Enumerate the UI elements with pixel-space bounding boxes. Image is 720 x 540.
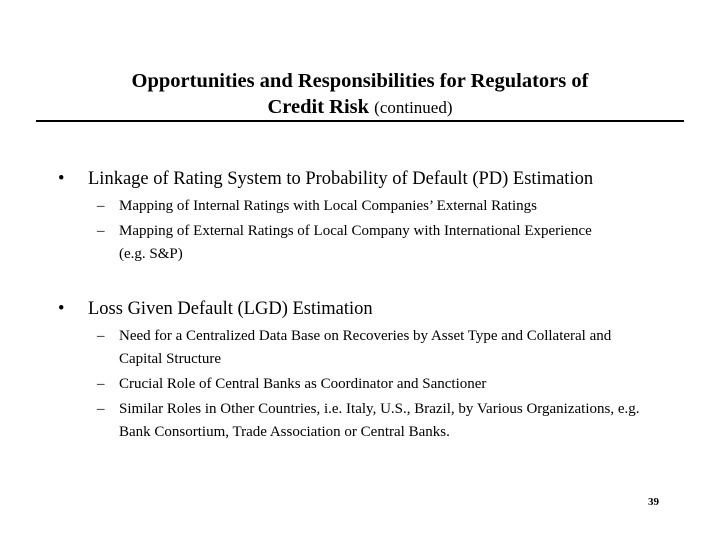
bullet-text: Loss Given Default (LGD) Estimation [88, 299, 373, 319]
page-number: 39 [648, 496, 659, 508]
sub-bullet-dash: – [97, 328, 105, 344]
sub-bullet-text: Mapping of Internal Ratings with Local Companies’ External Ratings [119, 198, 537, 214]
sub-bullet-dash: – [97, 198, 105, 214]
sub-bullet-dash: – [97, 401, 105, 417]
title-divider [36, 120, 684, 122]
sub-bullet-text: Similar Roles in Other Countries, i.e. Italy, U.S., Brazil, by Various Organizations, e.g. Bank Consortium, Trade Association or Central Banks. [119, 401, 640, 440]
sub-bullet-dash: – [97, 376, 105, 392]
sub-bullet-dash: – [97, 223, 105, 239]
slide-title-suffix: (continued) [374, 98, 453, 117]
bullet-text: Linkage of Rating System to Probability of Default (PD) Estimation [88, 169, 594, 189]
bullet-dot: • [58, 299, 65, 319]
sub-bullet-text: Crucial Role of Central Banks as Coordinator and Sanctioner [119, 376, 487, 392]
slide-title-main: Credit Risk [267, 96, 370, 118]
slide-title-line-1: Opportunities and Responsibilities for Regulators of [131, 70, 589, 92]
slide-title [36, 68, 684, 121]
slide-title-line-2 [36, 94, 684, 121]
sub-bullet-text: Mapping of External Ratings of Local Company with International Experience (e.g. S&P) [119, 223, 592, 262]
bullet-dot: • [58, 169, 65, 189]
sub-bullet-text: Need for a Centralized Data Base on Recoveries by Asset Type and Collateral and Capital Structure [119, 328, 612, 367]
